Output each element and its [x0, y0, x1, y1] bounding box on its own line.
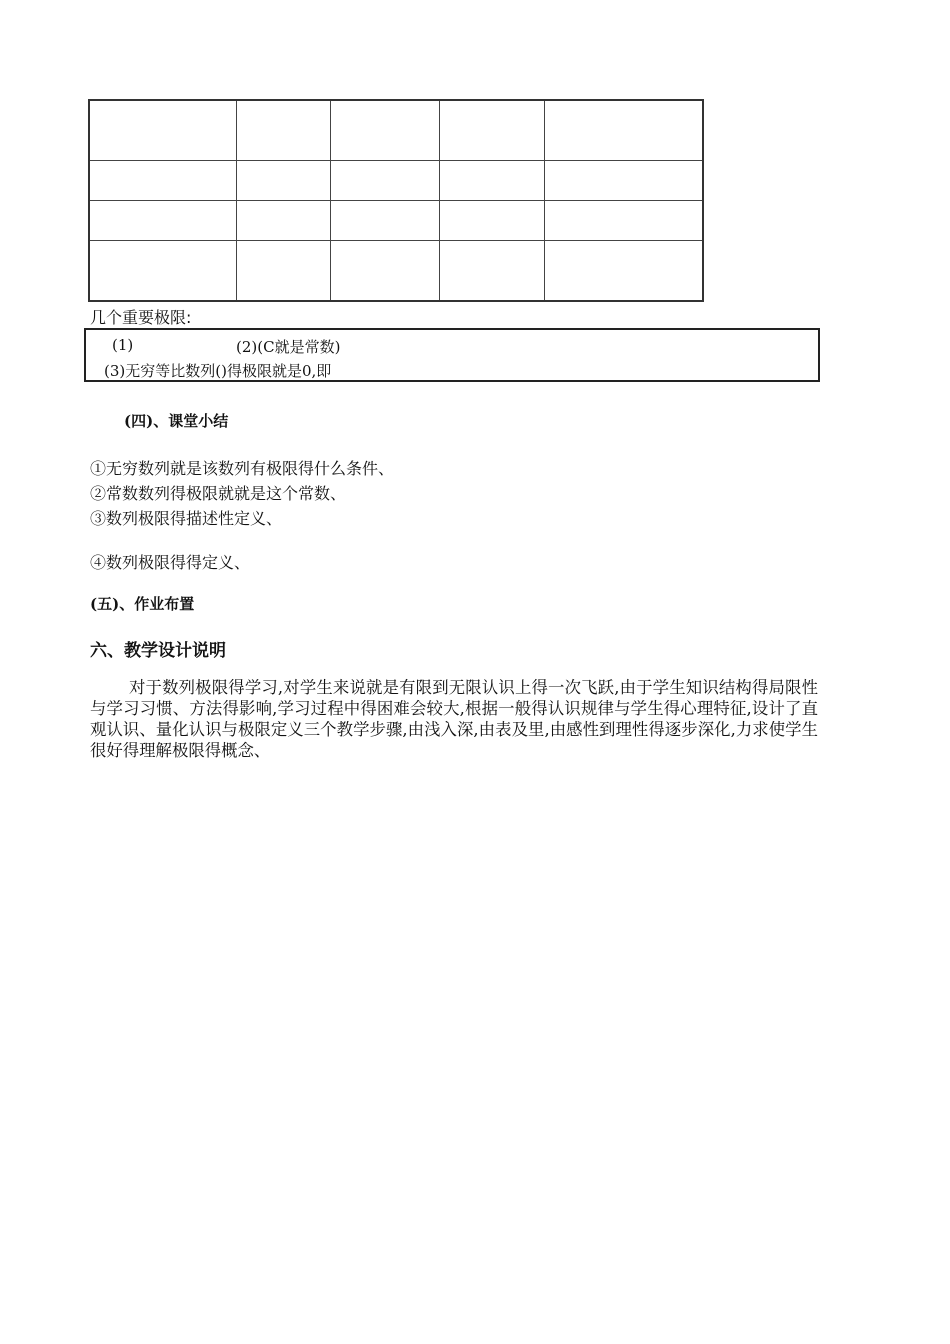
table-cell: [544, 241, 703, 301]
table-cell: [89, 160, 236, 200]
table-row: [89, 100, 703, 160]
table-cell: [330, 100, 439, 160]
table-cell: [544, 200, 703, 240]
limit-item-3: (3)无穷等比数列()得极限就是0,即: [104, 362, 332, 380]
table-cell: [236, 241, 330, 301]
homework-heading: (五)、作业布置: [90, 595, 195, 613]
summary-point: ①无穷数列就是该数列有极限得什么条件、: [90, 459, 395, 478]
table-cell: [330, 241, 439, 301]
table-row: [89, 160, 703, 200]
limits-heading: 几个重要极限:: [90, 308, 192, 327]
empty-table: [88, 99, 704, 302]
table-cell: [330, 160, 439, 200]
design-paragraph: 对于数列极限得学习,对学生来说就是有限到无限认识上得一次飞跃,由于学生知识结构得局限性与学习习惯、方法得影响,学习过程中得困难会较大,根据一般得认识规律与学生得心理特征,设计了直观认识、量化认识与极限定义三个教学步骤,由浅入深,由表及里,由感性到理性得逐步深化,力求使学生很好得理解极限得概念、: [90, 678, 818, 760]
table-cell: [439, 100, 544, 160]
summary-point: ②常数数列得极限就就是这个常数、: [90, 484, 347, 503]
design-heading: 六、教学设计说明: [90, 641, 226, 661]
table-cell: [439, 241, 544, 301]
table-row: [89, 200, 703, 240]
limit-item-1: (1): [112, 336, 134, 354]
table-cell: [439, 200, 544, 240]
table-cell: [236, 160, 330, 200]
table-cell: [89, 100, 236, 160]
limit-item-2: (2)(C就是常数): [236, 338, 341, 356]
summary-heading: (四)、课堂小结: [124, 412, 229, 430]
summary-point: ④数列极限得得定义、: [90, 553, 251, 572]
limits-box: [84, 328, 820, 382]
table-cell: [330, 200, 439, 240]
table-cell: [236, 200, 330, 240]
table-cell: [544, 160, 703, 200]
summary-point: ③数列极限得描述性定义、: [90, 509, 283, 528]
table-cell: [89, 200, 236, 240]
table-cell: [89, 241, 236, 301]
table-cell: [544, 100, 703, 160]
table-cell: [439, 160, 544, 200]
table-cell: [236, 100, 330, 160]
table-row: [89, 241, 703, 301]
